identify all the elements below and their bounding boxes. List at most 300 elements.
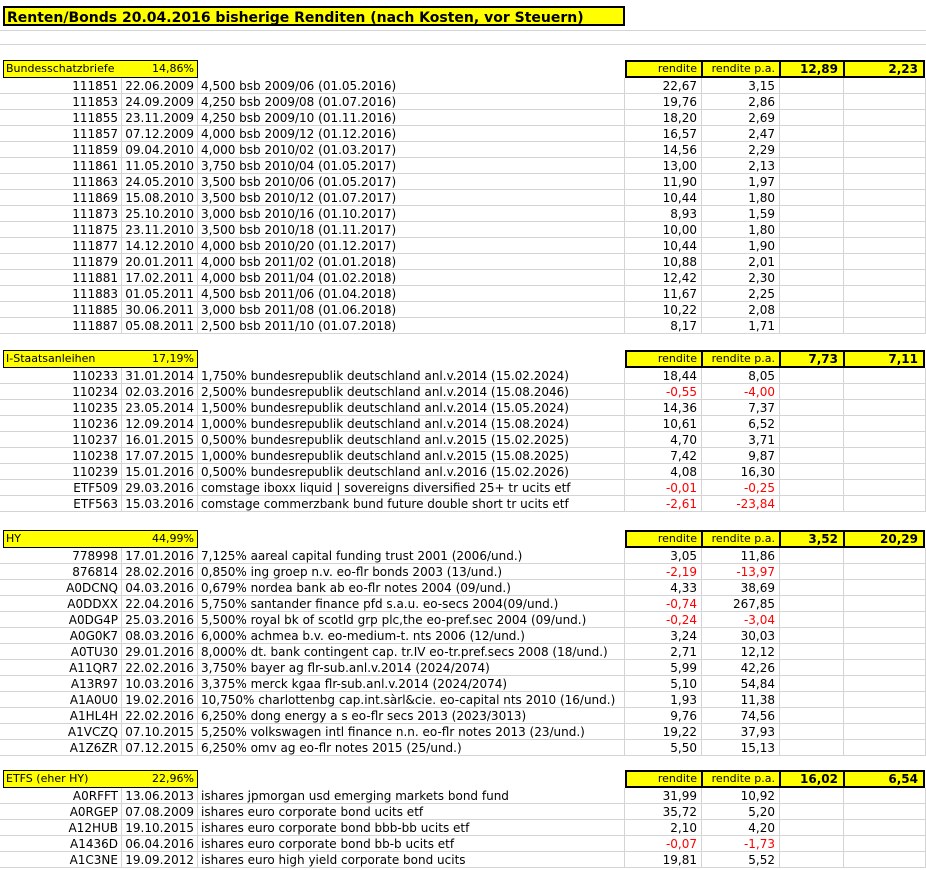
date-cell[interactable]: 10.03.2016 [122, 676, 198, 692]
description-cell[interactable]: 7,125% aareal capital funding trust 2001 (2006/und.) [198, 548, 625, 564]
date-cell[interactable]: 04.03.2016 [122, 580, 198, 596]
rendite-cell[interactable]: 18,44 [625, 368, 702, 384]
empty-cell[interactable] [844, 126, 926, 142]
empty-cell[interactable] [844, 548, 926, 564]
rendite-pa-cell[interactable]: 11,38 [702, 692, 780, 708]
wkn-cell[interactable]: A0DDXX [0, 596, 122, 612]
description-cell[interactable]: 0,500% bundesrepublik deutschland anl.v.2015 (15.02.2025) [198, 432, 625, 448]
wkn-cell[interactable]: ETF509 [0, 480, 122, 496]
description-cell[interactable]: 3,375% merck kgaa flr-sub.anl.v.2014 (2024/2074) [198, 676, 625, 692]
wkn-cell[interactable]: 111879 [0, 254, 122, 270]
empty-cell[interactable] [780, 94, 844, 110]
rendite-cell[interactable]: 3,05 [625, 548, 702, 564]
rendite-cell[interactable]: -2,19 [625, 564, 702, 580]
description-cell[interactable]: 3,000 bsb 2010/16 (01.10.2017) [198, 206, 625, 222]
wkn-cell[interactable]: 111859 [0, 142, 122, 158]
rendite-pa-cell[interactable]: 1,80 [702, 222, 780, 238]
description-cell[interactable]: 2,500 bsb 2011/10 (01.07.2018) [198, 318, 625, 334]
wkn-cell[interactable]: A1A0U0 [0, 692, 122, 708]
wkn-cell[interactable]: 111877 [0, 238, 122, 254]
date-cell[interactable]: 02.03.2016 [122, 384, 198, 400]
section-total-rendite[interactable]: 3,52 [779, 530, 845, 548]
empty-cell[interactable] [780, 142, 844, 158]
description-cell[interactable]: 3,500 bsb 2010/12 (01.07.2017) [198, 190, 625, 206]
wkn-cell[interactable]: A11QR7 [0, 660, 122, 676]
empty-cell[interactable] [844, 206, 926, 222]
empty-cell[interactable] [844, 174, 926, 190]
rendite-cell[interactable]: 10,88 [625, 254, 702, 270]
description-cell[interactable]: comstage iboxx liquid | sovereigns diversified 25+ tr ucits etf [198, 480, 625, 496]
empty-cell[interactable] [780, 400, 844, 416]
description-cell[interactable]: ishares euro corporate bond bb-b ucits etf [198, 836, 625, 852]
empty-cell[interactable] [844, 612, 926, 628]
empty-cell[interactable] [844, 158, 926, 174]
description-cell[interactable]: 10,750% charlottenbg cap.int.sàrl&cie. eo-capital nts 2010 (16/und.) [198, 692, 625, 708]
rendite-pa-cell[interactable]: 2,08 [702, 302, 780, 318]
date-cell[interactable]: 17.07.2015 [122, 448, 198, 464]
empty-cell[interactable] [780, 496, 844, 512]
date-cell[interactable]: 11.05.2010 [122, 158, 198, 174]
date-cell[interactable]: 19.09.2012 [122, 852, 198, 868]
empty-cell[interactable] [844, 368, 926, 384]
rendite-pa-cell[interactable]: 2,01 [702, 254, 780, 270]
rendite-pa-cell[interactable]: 12,12 [702, 644, 780, 660]
section-total-rendite-pa[interactable]: 20,29 [843, 530, 925, 548]
wkn-cell[interactable]: A0DCNQ [0, 580, 122, 596]
empty-cell[interactable] [780, 270, 844, 286]
rendite-cell[interactable]: 35,72 [625, 804, 702, 820]
empty-cell[interactable] [844, 190, 926, 206]
rendite-cell[interactable]: 10,61 [625, 416, 702, 432]
wkn-cell[interactable]: A1Z6ZR [0, 740, 122, 756]
rendite-cell[interactable]: 7,42 [625, 448, 702, 464]
rendite-cell[interactable]: 19,81 [625, 852, 702, 868]
date-cell[interactable]: 06.04.2016 [122, 836, 198, 852]
date-cell[interactable]: 29.03.2016 [122, 480, 198, 496]
rendite-pa-cell[interactable]: 8,05 [702, 368, 780, 384]
wkn-cell[interactable]: 110238 [0, 448, 122, 464]
section-total-rendite-pa[interactable]: 7,11 [843, 350, 925, 368]
empty-cell[interactable] [844, 448, 926, 464]
empty-cell[interactable] [780, 596, 844, 612]
description-cell[interactable]: 6,000% achmea b.v. eo-medium-t. nts 2006 (12/und.) [198, 628, 625, 644]
description-cell[interactable]: 4,500 bsb 2011/06 (01.04.2018) [198, 286, 625, 302]
wkn-cell[interactable]: A1VCZQ [0, 724, 122, 740]
date-cell[interactable]: 17.02.2011 [122, 270, 198, 286]
description-cell[interactable]: ishares jpmorgan usd emerging markets bond fund [198, 788, 625, 804]
wkn-cell[interactable]: ETF563 [0, 496, 122, 512]
date-cell[interactable]: 22.04.2016 [122, 596, 198, 612]
section-total-rendite[interactable]: 7,73 [779, 350, 845, 368]
description-cell[interactable]: 6,250% omv ag eo-flr notes 2015 (25/und.) [198, 740, 625, 756]
col-header-rendite-pa[interactable]: rendite p.a. [701, 350, 781, 368]
empty-cell[interactable] [844, 238, 926, 254]
empty-cell[interactable] [780, 836, 844, 852]
empty-cell[interactable] [780, 548, 844, 564]
description-cell[interactable]: 3,750 bsb 2010/04 (01.05.2017) [198, 158, 625, 174]
date-cell[interactable]: 20.01.2011 [122, 254, 198, 270]
rendite-cell[interactable]: 31,99 [625, 788, 702, 804]
col-header-rendite[interactable]: rendite [625, 60, 703, 78]
empty-cell[interactable] [844, 692, 926, 708]
rendite-cell[interactable]: 11,90 [625, 174, 702, 190]
empty-cell[interactable] [780, 384, 844, 400]
empty-cell[interactable] [780, 78, 844, 94]
rendite-pa-cell[interactable]: 5,52 [702, 852, 780, 868]
date-cell[interactable]: 13.06.2013 [122, 788, 198, 804]
empty-cell[interactable] [844, 852, 926, 868]
rendite-pa-cell[interactable]: 2,30 [702, 270, 780, 286]
empty-cell[interactable] [780, 580, 844, 596]
description-cell[interactable]: 4,000 bsb 2010/20 (01.12.2017) [198, 238, 625, 254]
date-cell[interactable]: 16.01.2015 [122, 432, 198, 448]
rendite-pa-cell[interactable]: 74,56 [702, 708, 780, 724]
description-cell[interactable]: 4,000 bsb 2011/04 (01.02.2018) [198, 270, 625, 286]
section-label[interactable] [3, 530, 198, 548]
date-cell[interactable]: 22.02.2016 [122, 708, 198, 724]
rendite-pa-cell[interactable]: 9,87 [702, 448, 780, 464]
empty-cell[interactable] [780, 238, 844, 254]
wkn-cell[interactable]: 111881 [0, 270, 122, 286]
rendite-pa-cell[interactable]: 15,13 [702, 740, 780, 756]
rendite-pa-cell[interactable]: 2,86 [702, 94, 780, 110]
rendite-cell[interactable]: -0,55 [625, 384, 702, 400]
wkn-cell[interactable]: A13R97 [0, 676, 122, 692]
rendite-cell[interactable]: -0,24 [625, 612, 702, 628]
date-cell[interactable]: 28.02.2016 [122, 564, 198, 580]
empty-cell[interactable] [844, 676, 926, 692]
rendite-cell[interactable]: 10,00 [625, 222, 702, 238]
empty-cell[interactable] [844, 432, 926, 448]
description-cell[interactable]: 1,000% bundesrepublik deutschland anl.v.2015 (15.08.2025) [198, 448, 625, 464]
wkn-cell[interactable]: 110234 [0, 384, 122, 400]
rendite-pa-cell[interactable]: -3,04 [702, 612, 780, 628]
empty-cell[interactable] [844, 740, 926, 756]
empty-cell[interactable] [844, 564, 926, 580]
empty-cell[interactable] [780, 286, 844, 302]
empty-cell[interactable] [844, 464, 926, 480]
rendite-cell[interactable]: -0,07 [625, 836, 702, 852]
rendite-pa-cell[interactable]: -23,84 [702, 496, 780, 512]
col-header-rendite-pa[interactable]: rendite p.a. [701, 60, 781, 78]
rendite-cell[interactable]: 14,36 [625, 400, 702, 416]
rendite-cell[interactable]: 14,56 [625, 142, 702, 158]
empty-cell[interactable] [844, 660, 926, 676]
section-label[interactable] [3, 60, 198, 78]
rendite-cell[interactable]: 19,76 [625, 94, 702, 110]
col-header-rendite-pa[interactable]: rendite p.a. [701, 530, 781, 548]
rendite-pa-cell[interactable]: 1,80 [702, 190, 780, 206]
wkn-cell[interactable]: 111861 [0, 158, 122, 174]
description-cell[interactable]: 3,500 bsb 2010/18 (01.11.2017) [198, 222, 625, 238]
description-cell[interactable]: 5,750% santander finance pfd s.a.u. eo-secs 2004(09/und.) [198, 596, 625, 612]
empty-cell[interactable] [780, 126, 844, 142]
empty-cell[interactable] [844, 400, 926, 416]
rendite-pa-cell[interactable]: -13,97 [702, 564, 780, 580]
empty-cell[interactable] [780, 416, 844, 432]
empty-cell[interactable] [844, 286, 926, 302]
section-total-rendite[interactable]: 12,89 [779, 60, 845, 78]
empty-cell[interactable] [780, 480, 844, 496]
col-header-rendite[interactable]: rendite [625, 530, 703, 548]
rendite-pa-cell[interactable]: 42,26 [702, 660, 780, 676]
section-total-rendite[interactable]: 16,02 [779, 770, 845, 788]
rendite-pa-cell[interactable]: 3,71 [702, 432, 780, 448]
empty-cell[interactable] [844, 724, 926, 740]
empty-cell[interactable] [780, 820, 844, 836]
section-label[interactable] [3, 350, 198, 368]
wkn-cell[interactable]: 110239 [0, 464, 122, 480]
empty-cell[interactable] [780, 612, 844, 628]
wkn-cell[interactable]: A1C3NE [0, 852, 122, 868]
empty-cell[interactable] [780, 464, 844, 480]
date-cell[interactable]: 19.02.2016 [122, 692, 198, 708]
wkn-cell[interactable]: 876814 [0, 564, 122, 580]
rendite-pa-cell[interactable]: 1,59 [702, 206, 780, 222]
empty-cell[interactable] [780, 644, 844, 660]
date-cell[interactable]: 15.03.2016 [122, 496, 198, 512]
rendite-pa-cell[interactable]: 3,15 [702, 78, 780, 94]
date-cell[interactable]: 15.08.2010 [122, 190, 198, 206]
empty-cell[interactable] [780, 692, 844, 708]
rendite-pa-cell[interactable]: 6,52 [702, 416, 780, 432]
empty-cell[interactable] [780, 110, 844, 126]
rendite-cell[interactable]: 19,22 [625, 724, 702, 740]
description-cell[interactable]: 3,750% bayer ag flr-sub.anl.v.2014 (2024/2074) [198, 660, 625, 676]
date-cell[interactable]: 07.10.2015 [122, 724, 198, 740]
rendite-cell[interactable]: 5,10 [625, 676, 702, 692]
empty-cell[interactable] [780, 628, 844, 644]
wkn-cell[interactable]: 110233 [0, 368, 122, 384]
date-cell[interactable]: 23.11.2009 [122, 110, 198, 126]
empty-cell[interactable] [780, 660, 844, 676]
rendite-cell[interactable]: 16,57 [625, 126, 702, 142]
rendite-cell[interactable]: -0,01 [625, 480, 702, 496]
wkn-cell[interactable]: 111853 [0, 94, 122, 110]
wkn-cell[interactable]: 110236 [0, 416, 122, 432]
description-cell[interactable]: comstage commerzbank bund future double short tr ucits etf [198, 496, 625, 512]
wkn-cell[interactable]: 111851 [0, 78, 122, 94]
sheet-title[interactable]: Renten/Bonds 20.04.2016 bisherige Renditen (nach Kosten, vor Steuern) [3, 6, 625, 26]
rendite-cell[interactable]: 3,24 [625, 628, 702, 644]
rendite-cell[interactable]: 5,50 [625, 740, 702, 756]
empty-cell[interactable] [844, 416, 926, 432]
date-cell[interactable]: 07.12.2015 [122, 740, 198, 756]
description-cell[interactable]: 5,500% royal bk of scotld grp plc,the eo-pref.sec 2004 (09/und.) [198, 612, 625, 628]
description-cell[interactable]: 4,000 bsb 2010/02 (01.03.2017) [198, 142, 625, 158]
rendite-cell[interactable]: 10,44 [625, 190, 702, 206]
date-cell[interactable]: 25.03.2016 [122, 612, 198, 628]
description-cell[interactable]: 4,000 bsb 2011/02 (01.01.2018) [198, 254, 625, 270]
date-cell[interactable]: 23.05.2014 [122, 400, 198, 416]
rendite-pa-cell[interactable]: 2,47 [702, 126, 780, 142]
empty-cell[interactable] [844, 78, 926, 94]
empty-cell[interactable] [844, 496, 926, 512]
empty-cell[interactable] [844, 820, 926, 836]
date-cell[interactable]: 30.06.2011 [122, 302, 198, 318]
date-cell[interactable]: 24.09.2009 [122, 94, 198, 110]
col-header-rendite[interactable]: rendite [625, 350, 703, 368]
rendite-pa-cell[interactable]: 10,92 [702, 788, 780, 804]
rendite-cell[interactable]: 11,67 [625, 286, 702, 302]
date-cell[interactable]: 09.04.2010 [122, 142, 198, 158]
section-total-rendite-pa[interactable]: 2,23 [843, 60, 925, 78]
date-cell[interactable]: 15.01.2016 [122, 464, 198, 480]
empty-cell[interactable] [780, 302, 844, 318]
description-cell[interactable]: 0,679% nordea bank ab eo-flr notes 2004 (09/und.) [198, 580, 625, 596]
empty-cell[interactable] [780, 724, 844, 740]
empty-cell[interactable] [844, 596, 926, 612]
date-cell[interactable]: 07.12.2009 [122, 126, 198, 142]
empty-cell[interactable] [780, 368, 844, 384]
wkn-cell[interactable]: 110235 [0, 400, 122, 416]
date-cell[interactable]: 29.01.2016 [122, 644, 198, 660]
rendite-cell[interactable]: 18,20 [625, 110, 702, 126]
wkn-cell[interactable]: A1HL4H [0, 708, 122, 724]
empty-cell[interactable] [844, 788, 926, 804]
rendite-pa-cell[interactable]: 37,93 [702, 724, 780, 740]
wkn-cell[interactable]: A1436D [0, 836, 122, 852]
rendite-cell[interactable]: 10,22 [625, 302, 702, 318]
rendite-cell[interactable]: 4,33 [625, 580, 702, 596]
empty-cell[interactable] [844, 318, 926, 334]
rendite-pa-cell[interactable]: 7,37 [702, 400, 780, 416]
empty-cell[interactable] [780, 318, 844, 334]
empty-cell[interactable] [780, 740, 844, 756]
empty-cell[interactable] [844, 254, 926, 270]
empty-cell[interactable] [780, 788, 844, 804]
empty-cell[interactable] [844, 580, 926, 596]
date-cell[interactable]: 22.02.2016 [122, 660, 198, 676]
rendite-pa-cell[interactable]: 5,20 [702, 804, 780, 820]
empty-cell[interactable] [780, 564, 844, 580]
rendite-pa-cell[interactable]: 2,69 [702, 110, 780, 126]
rendite-pa-cell[interactable]: 2,25 [702, 286, 780, 302]
rendite-cell[interactable]: 1,93 [625, 692, 702, 708]
empty-cell[interactable] [844, 628, 926, 644]
rendite-cell[interactable]: 4,70 [625, 432, 702, 448]
wkn-cell[interactable]: 111869 [0, 190, 122, 206]
rendite-pa-cell[interactable]: 30,03 [702, 628, 780, 644]
empty-cell[interactable] [780, 158, 844, 174]
empty-cell[interactable] [844, 644, 926, 660]
description-cell[interactable]: 1,750% bundesrepublik deutschland anl.v.2014 (15.02.2024) [198, 368, 625, 384]
description-cell[interactable]: 4,000 bsb 2009/12 (01.12.2016) [198, 126, 625, 142]
rendite-cell[interactable]: 4,08 [625, 464, 702, 480]
empty-cell[interactable] [844, 94, 926, 110]
rendite-cell[interactable]: 8,93 [625, 206, 702, 222]
rendite-pa-cell[interactable]: 1,97 [702, 174, 780, 190]
date-cell[interactable]: 01.05.2011 [122, 286, 198, 302]
date-cell[interactable]: 08.03.2016 [122, 628, 198, 644]
rendite-pa-cell[interactable]: 2,13 [702, 158, 780, 174]
description-cell[interactable]: 5,250% volkswagen intl finance n.n. eo-flr notes 2013 (23/und.) [198, 724, 625, 740]
empty-cell[interactable] [780, 190, 844, 206]
wkn-cell[interactable]: 111863 [0, 174, 122, 190]
empty-cell[interactable] [780, 222, 844, 238]
date-cell[interactable]: 19.10.2015 [122, 820, 198, 836]
date-cell[interactable]: 24.05.2010 [122, 174, 198, 190]
description-cell[interactable]: ishares euro corporate bond bbb-bb ucits etf [198, 820, 625, 836]
wkn-cell[interactable]: 110237 [0, 432, 122, 448]
rendite-cell[interactable]: -2,61 [625, 496, 702, 512]
empty-cell[interactable] [780, 708, 844, 724]
wkn-cell[interactable]: A0G0K7 [0, 628, 122, 644]
wkn-cell[interactable]: A12HUB [0, 820, 122, 836]
rendite-cell[interactable]: -0,74 [625, 596, 702, 612]
rendite-pa-cell[interactable]: 38,69 [702, 580, 780, 596]
rendite-pa-cell[interactable]: -1,73 [702, 836, 780, 852]
empty-cell[interactable] [844, 222, 926, 238]
date-cell[interactable]: 23.11.2010 [122, 222, 198, 238]
date-cell[interactable]: 25.10.2010 [122, 206, 198, 222]
empty-cell[interactable] [844, 804, 926, 820]
wkn-cell[interactable]: 111875 [0, 222, 122, 238]
rendite-cell[interactable]: 9,76 [625, 708, 702, 724]
rendite-cell[interactable]: 13,00 [625, 158, 702, 174]
rendite-pa-cell[interactable]: 54,84 [702, 676, 780, 692]
description-cell[interactable]: 4,500 bsb 2009/06 (01.05.2016) [198, 78, 625, 94]
col-header-rendite[interactable]: rendite [625, 770, 703, 788]
rendite-cell[interactable]: 8,17 [625, 318, 702, 334]
rendite-cell[interactable]: 5,99 [625, 660, 702, 676]
date-cell[interactable]: 31.01.2014 [122, 368, 198, 384]
rendite-cell[interactable]: 2,71 [625, 644, 702, 660]
rendite-pa-cell[interactable]: 2,29 [702, 142, 780, 158]
col-header-rendite-pa[interactable]: rendite p.a. [701, 770, 781, 788]
empty-cell[interactable] [780, 206, 844, 222]
date-cell[interactable]: 07.08.2009 [122, 804, 198, 820]
empty-cell[interactable] [780, 254, 844, 270]
empty-cell[interactable] [780, 852, 844, 868]
empty-cell[interactable] [844, 142, 926, 158]
wkn-cell[interactable]: A0RFFT [0, 788, 122, 804]
description-cell[interactable]: 8,000% dt. bank contingent cap. tr.IV eo-tr.pref.secs 2008 (18/und.) [198, 644, 625, 660]
rendite-cell[interactable]: 2,10 [625, 820, 702, 836]
empty-cell[interactable] [844, 708, 926, 724]
rendite-pa-cell[interactable]: 1,90 [702, 238, 780, 254]
description-cell[interactable]: ishares euro corporate bond ucits etf [198, 804, 625, 820]
description-cell[interactable]: 6,250% dong energy a s eo-flr secs 2013 (2023/3013) [198, 708, 625, 724]
empty-cell[interactable] [780, 174, 844, 190]
wkn-cell[interactable]: 111857 [0, 126, 122, 142]
description-cell[interactable]: 1,000% bundesrepublik deutschland anl.v.2014 (15.08.2024) [198, 416, 625, 432]
empty-cell[interactable] [844, 270, 926, 286]
empty-cell[interactable] [780, 432, 844, 448]
date-cell[interactable]: 05.08.2011 [122, 318, 198, 334]
wkn-cell[interactable]: A0TU30 [0, 644, 122, 660]
description-cell[interactable]: ishares euro high yield corporate bond ucits [198, 852, 625, 868]
wkn-cell[interactable]: 111855 [0, 110, 122, 126]
description-cell[interactable]: 4,250 bsb 2009/10 (01.11.2016) [198, 110, 625, 126]
rendite-cell[interactable]: 22,67 [625, 78, 702, 94]
wkn-cell[interactable]: 111873 [0, 206, 122, 222]
empty-cell[interactable] [780, 804, 844, 820]
description-cell[interactable]: 0,500% bundesrepublik deutschland anl.v.2016 (15.02.2026) [198, 464, 625, 480]
description-cell[interactable]: 0,850% ing groep n.v. eo-flr bonds 2003 (13/und.) [198, 564, 625, 580]
empty-cell[interactable] [844, 302, 926, 318]
rendite-pa-cell[interactable]: 1,71 [702, 318, 780, 334]
empty-cell[interactable] [780, 448, 844, 464]
empty-cell[interactable] [844, 480, 926, 496]
rendite-pa-cell[interactable]: -0,25 [702, 480, 780, 496]
section-label[interactable] [3, 770, 198, 788]
wkn-cell[interactable]: A0RGEP [0, 804, 122, 820]
empty-cell[interactable] [780, 676, 844, 692]
empty-cell[interactable] [844, 836, 926, 852]
description-cell[interactable]: 4,250 bsb 2009/08 (01.07.2016) [198, 94, 625, 110]
empty-cell[interactable] [844, 384, 926, 400]
